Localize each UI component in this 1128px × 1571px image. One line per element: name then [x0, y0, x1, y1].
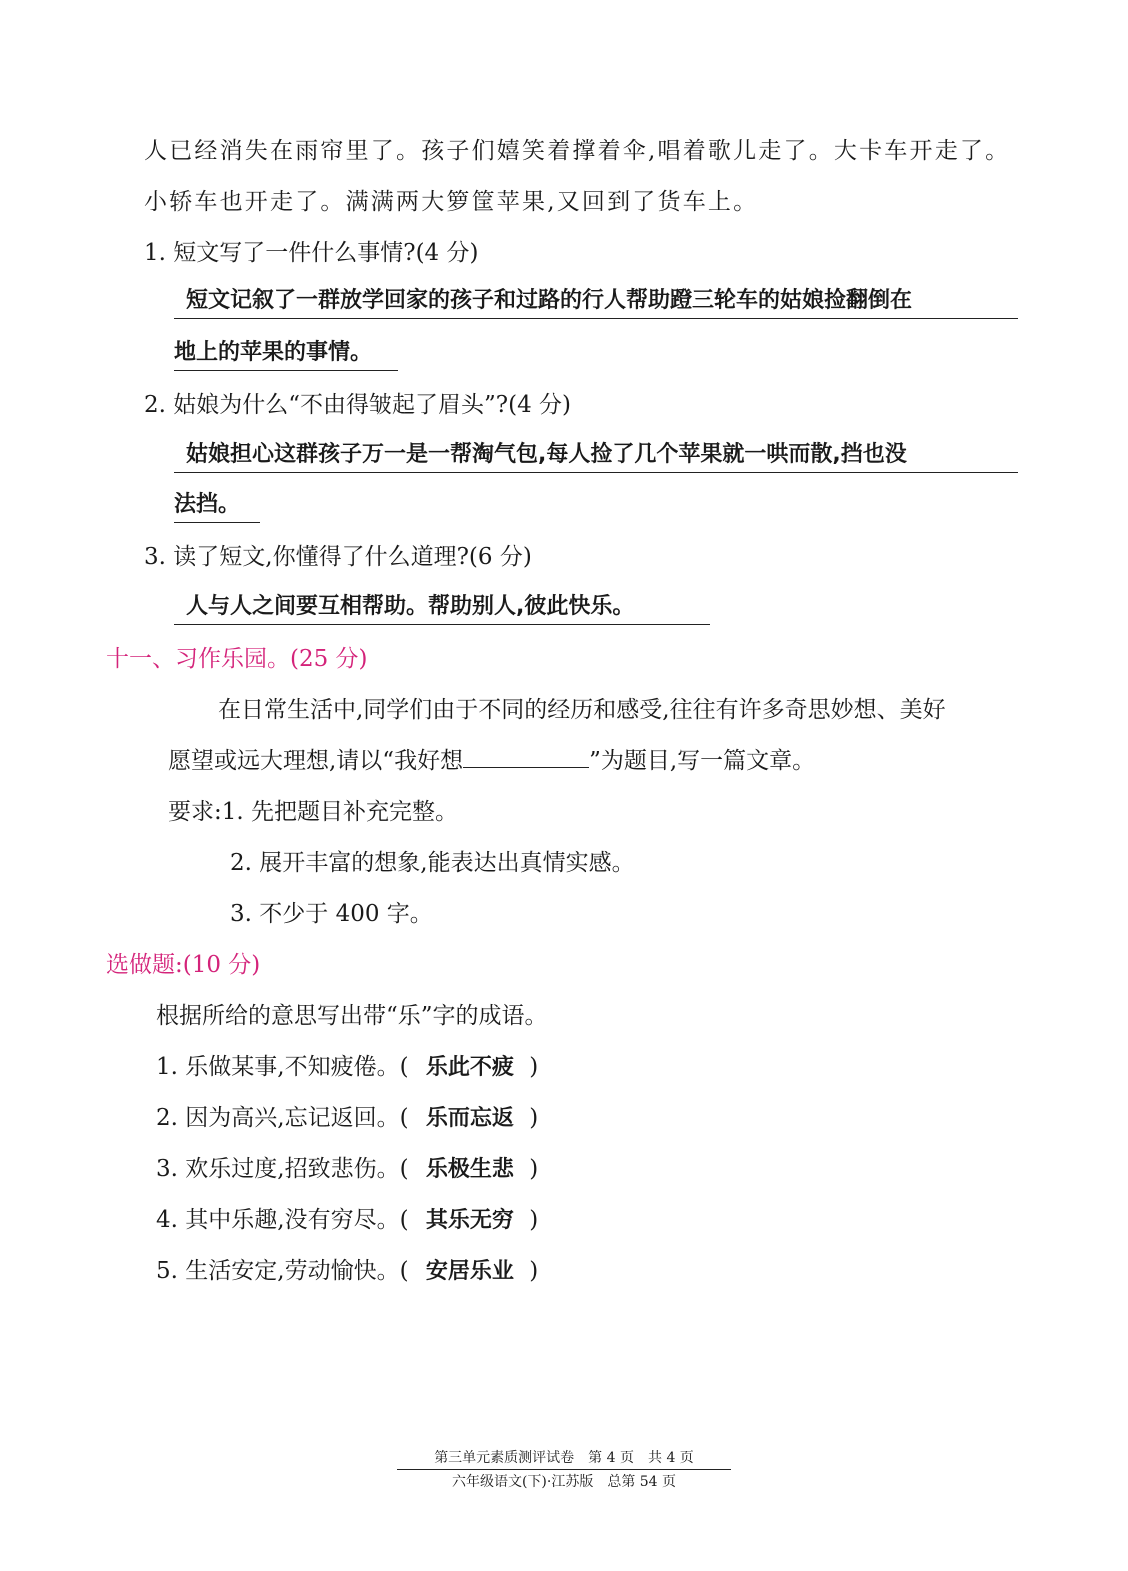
answer-1-line-1: 短文记叙了一群放学回家的孩子和过路的行人帮助蹬三轮车的姑娘捡翻倒在 — [174, 286, 1018, 319]
idiom-close: ) — [529, 1258, 539, 1284]
idiom-item-1 — [156, 1052, 538, 1083]
requirement-1: 要求:1. 先把题目补充完整。 — [168, 799, 459, 825]
section-11-para-line-2 — [168, 746, 815, 776]
idiom-close: ) — [529, 1105, 539, 1131]
answer-2-line-1: 姑娘担心这群孩子万一是一帮淘气包,每人捡了几个苹果就一哄而散,挡也没 — [174, 440, 1018, 473]
passage-line-1: 人已经消失在雨帘里了。孩子们嬉笑着撑着伞,唱着歌儿走了。大卡车开走了。 — [144, 138, 1011, 164]
idiom-close: ) — [529, 1207, 539, 1233]
idiom-item-3 — [156, 1154, 538, 1185]
answer-2-line-2: 法挡。 — [174, 490, 260, 523]
idiom-question: 4. 其中乐趣,没有穷尽。( — [156, 1207, 409, 1233]
idiom-answer: 其乐无穷 — [425, 1208, 514, 1233]
answer-3: 人与人之间要互相帮助。帮助别人,彼此快乐。 — [174, 592, 710, 625]
question-1: 1. 短文写了一件什么事情?(4 分) — [144, 240, 479, 266]
idiom-question: 3. 欢乐过度,招致悲伤。( — [156, 1156, 409, 1182]
idiom-answer: 乐此不疲 — [425, 1055, 514, 1080]
requirement-3: 3. 不少于 400 字。 — [230, 901, 433, 927]
idiom-item-5 — [156, 1256, 538, 1287]
idiom-close: ) — [529, 1156, 539, 1182]
idiom-item-4 — [156, 1205, 538, 1236]
requirement-2: 2. 展开丰富的想象,能表达出真情实感。 — [230, 850, 635, 876]
prompt-after: ”为题目,写一篇文章。 — [589, 748, 816, 774]
section-11-para-line-1: 在日常生活中,同学们由于不同的经历和感受,往往有许多奇思妙想、美好 — [218, 697, 946, 723]
idiom-question: 2. 因为高兴,忘记返回。( — [156, 1105, 409, 1131]
optional-heading: 选做题:(10 分) — [106, 952, 261, 978]
footer-divider — [397, 1469, 731, 1470]
footer-line-2: 六年级语文(下)·江苏版 总第 54 页 — [451, 1474, 677, 1490]
idiom-answer: 安居乐业 — [425, 1259, 514, 1284]
answer-1-line-2: 地上的苹果的事情。 — [174, 338, 398, 371]
footer-line-1: 第三单元素质测评试卷 第 4 页 共 4 页 — [434, 1450, 694, 1466]
idiom-answer: 乐极生悲 — [425, 1157, 514, 1182]
optional-instruction: 根据所给的意思写出带“乐”字的成语。 — [156, 1003, 548, 1029]
section-11-heading: 十一、习作乐园。(25 分) — [106, 646, 368, 672]
title-blank — [463, 747, 589, 768]
idiom-question: 1. 乐做某事,不知疲倦。( — [156, 1054, 409, 1080]
question-2: 2. 姑娘为什么“不由得皱起了眉头”?(4 分) — [144, 392, 571, 418]
idiom-answer: 乐而忘返 — [425, 1106, 514, 1131]
question-3: 3. 读了短文,你懂得了什么道理?(6 分) — [144, 544, 532, 570]
idiom-item-2 — [156, 1103, 538, 1134]
prompt-before: 愿望或远大理想,请以“我好想 — [168, 748, 464, 774]
passage-line-2: 小轿车也开走了。满满两大箩筐苹果,又回到了货车上。 — [144, 189, 759, 215]
idiom-close: ) — [529, 1054, 539, 1080]
idiom-question: 5. 生活安定,劳动愉快。( — [156, 1258, 409, 1284]
